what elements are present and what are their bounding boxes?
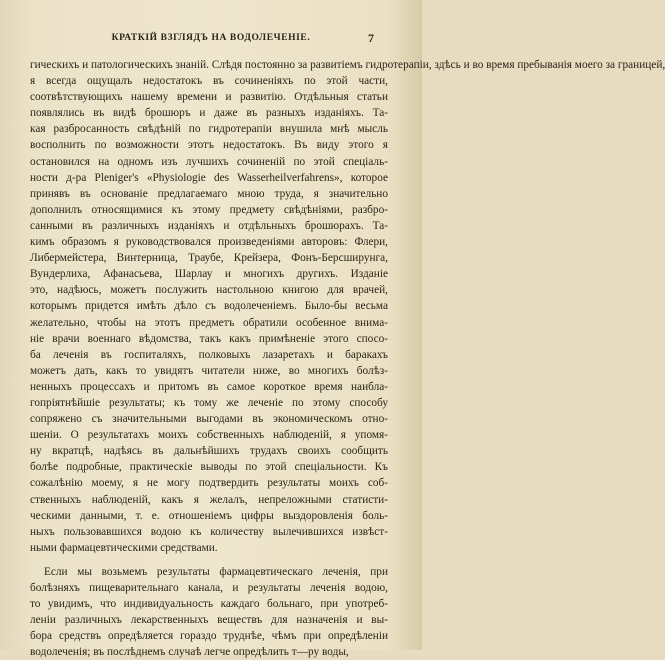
text-line: ныхъ пользовавшихся водою къ количеству вылечившихся извѣст- <box>30 525 388 538</box>
text-line: ба леченія въ госпиталяхъ, полковыхъ лазаретахъ и баракахъ <box>30 348 388 361</box>
text-line: сопряжено съ значительными выгодами въ экономическомъ отно- <box>30 413 388 426</box>
paragraph <box>30 57 665 556</box>
text-line: ности д-ра Pleniger's «Physiologie des Wasserheilverfahrens», которое <box>30 171 388 184</box>
text-line: кая разбросанность свѣдѣній по гидротерапіи внушила мнѣ мысль <box>30 123 388 136</box>
paragraph <box>30 564 388 660</box>
text-line: ну вкратцѣ, надѣясь въ дальнѣйшихъ трудахъ своихъ сообщить <box>30 445 388 458</box>
text-line: появлялись въ видѣ брошюръ и даже въ разныхъ изданіяхъ. Та- <box>30 107 388 120</box>
text-line: Вундерлиха, Афанасьева, Шарлау и многихъ другихъ. Изданіе <box>30 268 388 281</box>
text-line: ненныхъ процессахъ и притомъ въ самое короткое время наибла- <box>30 380 388 393</box>
text-line: гическихъ и патологическихъ знаній. Слѣдя постоянно за развитіемъ гидротерапіи, здѣсь и во время пребыванія моего за границей, <box>30 59 665 71</box>
text-line: ственныхъ наблюденій, какъ я желалъ, непреложными статисти- <box>30 493 388 506</box>
text-line: остановился на одномъ изъ лучшихъ сочиненій по этой спеціаль- <box>30 155 388 168</box>
paragraph-gap <box>30 556 388 564</box>
text-line: соотвѣтствующихъ нашему времени и развитію. Отдѣльныя статьи <box>30 91 388 104</box>
text-line: желательно, чтобы на этотъ предметъ обратили особенное внима- <box>30 316 388 329</box>
text-line: кимъ образомъ я руководствовался произведеніями авторовъ: Флери, <box>30 236 388 249</box>
text-line: сожалѣнію моему, я не могу подтвердить результаты моихъ соб- <box>30 477 388 490</box>
text-line: можетъ дать, какъ то увидятъ читатели ниже, во многихъ болѣз- <box>30 364 388 377</box>
text-line: я всегда ощущалъ недостатокъ въ сочиненіяхъ по этой части, <box>30 75 388 88</box>
text-line: водолеченія; въ послѣднемъ случаѣ легче опредѣлить т—ру воды, <box>30 646 349 659</box>
running-title: КРАТКІЙ ВЗГЛЯДЪ НА ВОДОЛЕЧЕНІЕ. <box>111 33 311 43</box>
text-line: ческими данными, т. е. отношеніемъ цифры выздоровленія боль- <box>30 509 388 522</box>
text-line: принявъ въ основаніе предлагаемаго мною труда, я значительно <box>30 187 388 200</box>
text-line: леніи различныхъ лекарственныхъ веществъ для назначенія и вы- <box>30 614 388 627</box>
text-line: болѣе подробные, практическіе выводы по этой спеціальности. Къ <box>30 461 388 474</box>
text-line: ными фармацевтическими средствами. <box>30 541 218 554</box>
page-header <box>0 33 422 49</box>
page-number: 7 <box>368 31 374 45</box>
text-line: ніе врачи военнаго вѣдомства, такъ какъ примѣненіе этого спосо- <box>30 332 388 345</box>
text-line: болѣзняхъ пищеварительнаго канала, и результаты леченія водою, <box>30 582 388 594</box>
text-line: которымъ придется имѣть дѣло съ водолеченіемъ. Было-бы весьма <box>30 300 388 313</box>
text-line: Либермейстера, Винтерница, Траубе, Крейзера, Фонъ-Берсширунга, <box>30 252 388 265</box>
text-line: дополнилъ относящимися къ этому предмету свѣдѣніями, разбро- <box>30 203 388 216</box>
body-text <box>30 57 665 660</box>
text-line: восполнить по возможности этотъ недостатокъ. Въ виду этого я <box>30 139 388 152</box>
text-line: Если мы возьмемъ результаты фармацевтическаго леченія, при <box>44 565 388 578</box>
text-line: бора средствъ опредѣляется гораздо труднѣе, чѣмъ при опредѣленіи <box>30 630 388 643</box>
text-line: то увидимъ, что индивидуальность каждаго больнаго, при употреб- <box>30 598 388 611</box>
text-line: это, надѣюсь, можетъ послужить настольною книгою для врачей, <box>30 284 388 297</box>
text-line: гопріятнѣйшіе результаты; къ тому же леченіе по этому способу <box>30 396 388 409</box>
text-line: санными въ различныхъ изданіяхъ и отдѣльныхъ брошюрахъ. Та- <box>30 219 388 232</box>
text-line: шеніи. О результатахъ моихъ собственныхъ наблюденій, я упомя- <box>30 429 388 442</box>
